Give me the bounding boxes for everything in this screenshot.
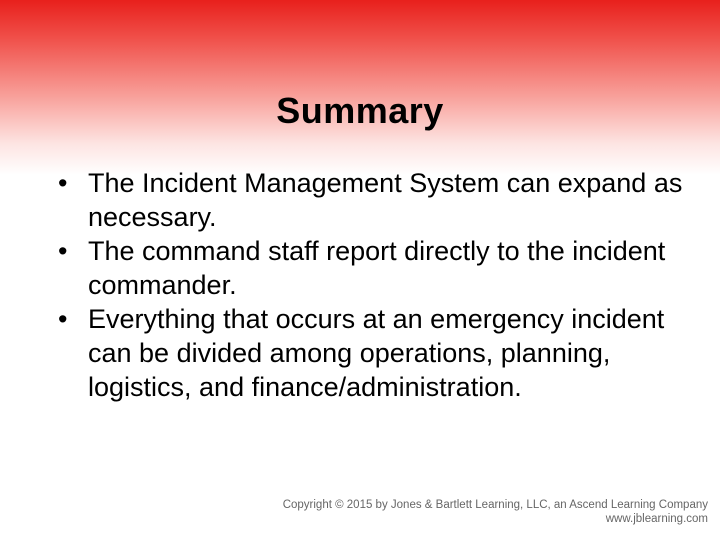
bullet-text: The Incident Management System can expand as necessary. (88, 168, 683, 232)
bullet-list (50, 166, 690, 404)
bullet-text: The command staff report directly to the incident commander. (88, 236, 666, 300)
bullet-text: Everything that occurs at an emergency incident can be divided among operations, planning, logistics, and finance/administration. (88, 304, 665, 402)
bullet-item (50, 302, 690, 404)
bullet-icon: • (58, 168, 68, 198)
copyright-text: Copyright © 2015 by Jones & Bartlett Learning, LLC, an Ascend Learning Company (282, 499, 708, 511)
bullet-icon: • (58, 236, 68, 266)
bullet-item (50, 166, 690, 234)
website-text: www.jblearning.com (605, 513, 708, 525)
bullet-icon: • (58, 304, 68, 334)
slide-title: Summary (276, 90, 444, 131)
bullet-item (50, 234, 690, 302)
header-gradient-band (0, 0, 720, 175)
footer (283, 498, 708, 526)
